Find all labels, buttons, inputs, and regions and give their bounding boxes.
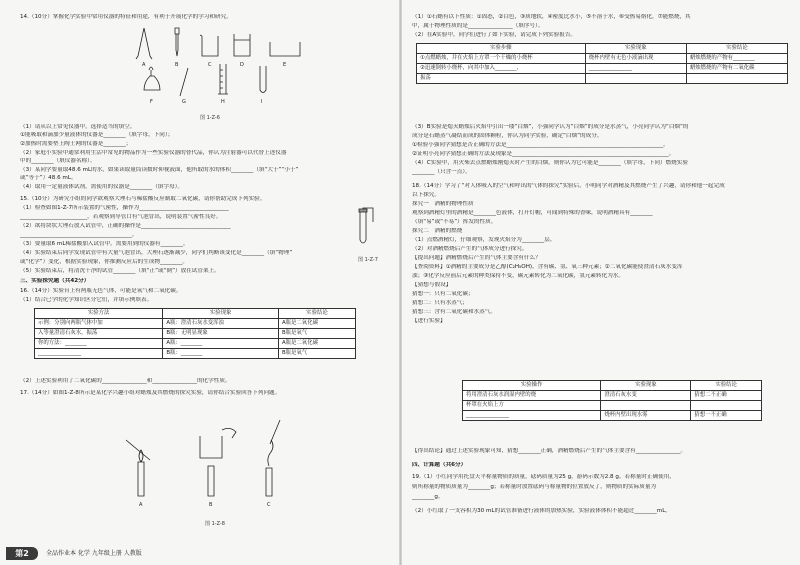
q17-mid-2: 成分是石蜡蒸气凝结而成的固体颗粒，你认为同学实验，确定“白烟”的成分。 <box>412 133 603 139</box>
q18-line-5: （填“易”或“不易”）挥发的性质。 <box>412 219 497 225</box>
table-row <box>35 329 356 339</box>
test-tube-rack-icon <box>234 34 250 56</box>
q16-table <box>34 308 356 359</box>
q19-line-1: 19.（1）小红同学用托盘天平称量物质的质量，砝码质量为25 g，游码示数为2.8 g。若称量时正确使用， <box>412 474 675 480</box>
q18-line-8: （2）对酒精燃烧后产生的气体成分进行探究。 <box>412 246 528 252</box>
q18-line-9: 【提出问题】酒精燃烧后产生的气体主要含有什么？ <box>412 255 541 261</box>
q18-line-6: 探究二 酒精的燃烧 <box>412 228 463 234</box>
crucible-tongs-icon <box>136 28 152 59</box>
q18-line-10: 【查阅资料】①酒精的主要成分是乙醇(C₂H₅OH)，含有碳、氢、氧三种元素；②二氧化碳能使澄清石灰水变浑 <box>412 264 683 270</box>
footer-text: 全品作业本 化学 九年级上册 人教版 <box>46 550 142 557</box>
table-cell: 澄清石灰水变 <box>601 391 691 401</box>
q15-line-1: 15.（10分）为研究小组的同学欲观察大理石与稀盐酸反应制取二氧化碳，请你帮助完成下列实验。 <box>20 196 266 202</box>
table-cell: A瓶：________ <box>163 339 279 349</box>
table-row <box>417 74 788 84</box>
label-e: E <box>283 62 287 68</box>
q18-line-11: 浊；③化学反应前后元素的种类保持不变，碳元素转化为二氧化碳，氢元素转化为水。 <box>412 273 624 279</box>
table-cell: 蜡烛燃烧的产物有________ <box>686 54 787 64</box>
q18-line-15: 猜想三：含有二氧化碳和水蒸气。 <box>412 309 496 315</box>
fig-1z7-caption: 图 1-Z-7 <box>358 257 378 263</box>
table-row <box>417 64 788 74</box>
table-cell <box>691 401 762 411</box>
label-i: I <box>261 99 263 105</box>
table-row <box>35 339 356 349</box>
q17-line-1: 17.（14分）如图1-Z-8所示是某化学兴趣小组对蜡烛及其燃烧的探究实验，请你结合实验回答下列问题。 <box>20 390 281 396</box>
candle-icon <box>138 462 144 496</box>
t1-th-step: 实验步骤 <box>417 44 586 54</box>
table-cell: 将用澄清石灰水润湿内壁的烧 <box>463 391 601 401</box>
table-cell: 杯罩在火焰上方 <box>463 401 601 411</box>
q18-conclusion: 【得出结论】通过上述实验现象可知，猜想________正确，酒精燃烧后产生的气体主要含有________________。 <box>412 448 687 454</box>
graduated-cylinder-icon <box>218 64 228 94</box>
q17-mid-4: ②证明小亮同学猜想正确的方法及现象是________________________________________________________。 <box>412 151 675 157</box>
q17-mid-1: （3）B实验是熄灭蜡烛后火焰中引出一缕“白烟”，小强同学认为“白烟”的成分是水蒸气，小亮同学认为“白烟”的 <box>412 124 689 130</box>
table-cell: A瓶是二氧化碳 <box>278 339 355 349</box>
table-cell: A瓶是二氧化碳 <box>278 319 355 329</box>
label-h: H <box>221 99 225 105</box>
q14-line-6: （3）某同学要量取48.6 mL的水，如果读取量筒读数时仰视液面，他所取的水的体积________（填“大于”“小于” <box>20 167 299 173</box>
q16-line-2: （1）结合已学的化学知识区分它们，并填示例填表。 <box>20 297 153 303</box>
q14-line-1: （1）请从以上常见仪器中，选择适当的填空。 <box>20 124 136 130</box>
q16-line-1: 16.（14分）实验台上有两瓶无色气体，可能是氧气和二氧化碳。 <box>20 288 182 294</box>
q15-line-2: （1）检查如图1-Z-7所示装置的气密性，操作为________________________________ <box>20 205 229 211</box>
table-row <box>463 401 762 411</box>
dropper-icon <box>175 28 179 56</box>
q14-line-7: 或“等于”）48.6 mL。 <box>20 175 77 181</box>
table-row <box>35 349 356 359</box>
q16-th-phenomenon: 实验现象 <box>163 309 279 319</box>
q17-mid-3: ①检验小强同学猜想是否正确的方法是________________________________________________________。 <box>412 142 669 148</box>
t1-th-phenomenon: 实验现象 <box>585 44 686 54</box>
table-cell: 烧杯内壁有无色小液滴出现 <box>585 54 686 64</box>
table-cell: B瓶是氧气 <box>278 329 355 339</box>
q16-th-conclusion: 实验结论 <box>278 309 355 319</box>
table-cell: B瓶：________ <box>163 349 279 359</box>
page-number: 第2 <box>6 547 38 560</box>
hand-icon <box>222 428 236 438</box>
q15-line-5: ________________________________________。 <box>20 232 138 238</box>
q18-line-7: （1）点燃酒精灯，仔细观察，发现火焰分为________层。 <box>412 237 556 243</box>
match-icon <box>270 420 280 444</box>
q16-after: （2）上述实验利用了二氧化碳的________________和________________的化学性质。 <box>20 378 231 384</box>
label-g: G <box>182 99 186 105</box>
trough-icon <box>270 42 300 56</box>
table-cell: 蜡烛燃烧的产物有二氧化碳 <box>686 64 787 74</box>
table-cell: ①点燃蜡烛，并在火焰上方罩一个干燥的小烧杯 <box>417 54 586 64</box>
q18-experiment-table <box>462 380 762 421</box>
q17-report-table <box>416 43 788 84</box>
q15-line-4: （2）欲将块状大理石放入试管中，正确的操作是________________________________ <box>20 223 231 229</box>
q15-line-9: （5）实验结束后，将清洗干净的试管________（填“正”或“倒”）放在试管架上。 <box>20 268 220 274</box>
q15-line-6: （3）要量取6 mL稀盐酸加入试管中，需要用到的仪器有________。 <box>20 241 189 247</box>
table-cell: ②迅速倒转小烧杯，向其中加入________， <box>417 64 586 74</box>
section-3-title: 三、实验探究题（共42分） <box>20 278 90 284</box>
label-d: D <box>240 62 244 68</box>
q17-sub-1: （1）①石蜡有以下性质：①固态，②白色，③质地软，④密度比水小，⑤不溶于水，⑥受热易熔化，⑦能燃烧，其 <box>412 14 691 20</box>
candle-experiment-figure <box>120 400 300 510</box>
table-cell: 入等量澄清石灰水，振荡 <box>35 329 163 339</box>
table-row <box>35 319 356 329</box>
table-cell: 振荡 <box>417 74 586 84</box>
q14-line-4: （2）家庭小实验中通常利用生活中常见的物品作为一些实验仪器的替代品，你认为注射器可以代替上述仪器 <box>20 150 287 156</box>
table-cell: B瓶是氧气 <box>278 349 355 359</box>
candle-icon <box>266 468 272 496</box>
t2-th-conclusion: 实验结论 <box>691 381 762 391</box>
glass-rod-icon <box>180 68 188 96</box>
label-b: B <box>175 62 179 68</box>
q18-line-2: 以下探究。 <box>412 192 440 198</box>
q14-line-5: 中的________（填仪器名称）。 <box>20 158 96 164</box>
fig-label-c: C <box>267 502 271 508</box>
fig-label-a: A <box>139 502 143 508</box>
q17-mid-5: （4）C实验中，用火柴去点燃蜡烛刚熄灭时产生的白烟，则你认为它可能是________（填字母，下同）燃烧实验 <box>412 160 688 166</box>
q16-th-method: 实验方法 <box>35 309 163 319</box>
label-a: A <box>142 62 146 68</box>
table-row <box>463 391 762 401</box>
right-column <box>402 0 800 565</box>
fig-1z6-caption: 图 1-Z-6 <box>200 115 220 121</box>
q18-line-4: 观察到酒精灯里的酒精是________色液体，打开灯帽，可闻到特殊的香味，说明酒精具有________ <box>412 210 653 216</box>
q19-line-4: （2）小红取了一支容积为30 mL的试管准备进行液体的加热实验，实验液体体积不能超过________mL。 <box>412 508 671 514</box>
table-cell: B瓶：无明显现象 <box>163 329 279 339</box>
table-cell: 示例：分别向两瓶气体中加 <box>35 319 163 329</box>
table-cell: 猜想二不正确 <box>691 391 762 401</box>
page-footer <box>0 547 400 561</box>
table-row <box>417 54 788 64</box>
q15-line-8: 或“化学”）变化，根据实验现象，你推测反应后的生成物________。 <box>20 259 189 265</box>
label-c: C <box>208 62 212 68</box>
q19-line-2: 则所称量的物质质量为________g；若称量时放置砝码与称量物的位置放反了，则物质的实际质量为 <box>412 484 657 490</box>
q18-line-1: 18.（14分）学习了“对人体吸入的空气和呼出的气体的探究”实验后，小明同学对酒精及其燃烧产生了兴趣，请你和他一起完成 <box>412 183 725 189</box>
table-cell: A瓶：澄清石灰水变浑浊 <box>163 319 279 329</box>
test-tube-apparatus-figure <box>348 206 388 252</box>
q19-line-3: ________g。 <box>412 494 444 500</box>
table-cell: 烧杯内壁出现水雾 <box>601 411 691 421</box>
q15-line-7: （4）实验结束后同学发现试管中有大量气泡冒出，大理石逐渐减少，同学们判断该变化是________（填“物理” <box>20 250 293 256</box>
candle-icon <box>208 466 214 496</box>
q17-sub-2: 中，属于物理性质的是________________（填序号）。 <box>412 23 544 29</box>
fig-label-b: B <box>209 502 213 508</box>
q18-line-3: 探究一 酒精的物理性质 <box>412 201 474 207</box>
t2-th-operation: 实验操作 <box>463 381 601 391</box>
q18-line-14: 猜想二：只有水蒸气； <box>412 300 468 306</box>
beaker-icon <box>200 35 218 56</box>
t2-th-phenomenon: 实验现象 <box>601 381 691 391</box>
table-cell <box>585 74 686 84</box>
q14-line-3: ②加热时需要垫上陶土网的仪器是________； <box>20 141 132 147</box>
table-cell: ________________ <box>463 411 601 421</box>
q14-title: 14.（10分）掌握化学实验中常用仪器的特征和用途，有利于开展化学的学习和研究。 <box>20 14 232 20</box>
table-row <box>463 411 762 421</box>
match-icon <box>126 440 150 460</box>
alcohol-lamp-icon <box>144 67 160 90</box>
test-tube-icon <box>260 66 266 93</box>
q14-line-2: ①能吸取和滴加少量液体的仪器是________（填字母，下同）； <box>20 132 174 138</box>
table-cell: ________________ <box>585 64 686 74</box>
q17-sub-3: （2）在A实验中，同学们进行了如下实验，请完成下列实验报告。 <box>412 32 577 38</box>
q14-line-8: （4）取用一定量液体试剂，需使用的仪器是________（填字母）。 <box>20 184 183 190</box>
q17-mid-6: ________（只含一点）。 <box>412 169 471 175</box>
q15-line-3: ________________________，若观察到导管口有气泡冒出，说明装置气密性良好。 <box>20 214 222 220</box>
q18-line-16: 【进行实验】 <box>412 318 446 324</box>
t1-th-conclusion: 实验结论 <box>686 44 787 54</box>
q18-line-12: 【猜想与假设】 <box>412 282 452 288</box>
label-f: F <box>150 99 153 105</box>
table-cell <box>686 74 787 84</box>
table-cell: 你的方法：________ <box>35 339 163 349</box>
table-cell <box>601 401 691 411</box>
section-4-title: 四、计算题（共6分） <box>412 462 467 468</box>
table-cell: ________________ <box>35 349 163 359</box>
q18-line-13: 猜想一：只有二氧化碳； <box>412 291 474 297</box>
beaker-icon <box>200 436 222 458</box>
fig-1z8-caption: 图 1-Z-8 <box>205 521 225 527</box>
table-cell: 猜想一不正确 <box>691 411 762 421</box>
lab-instruments-figure <box>130 24 310 106</box>
